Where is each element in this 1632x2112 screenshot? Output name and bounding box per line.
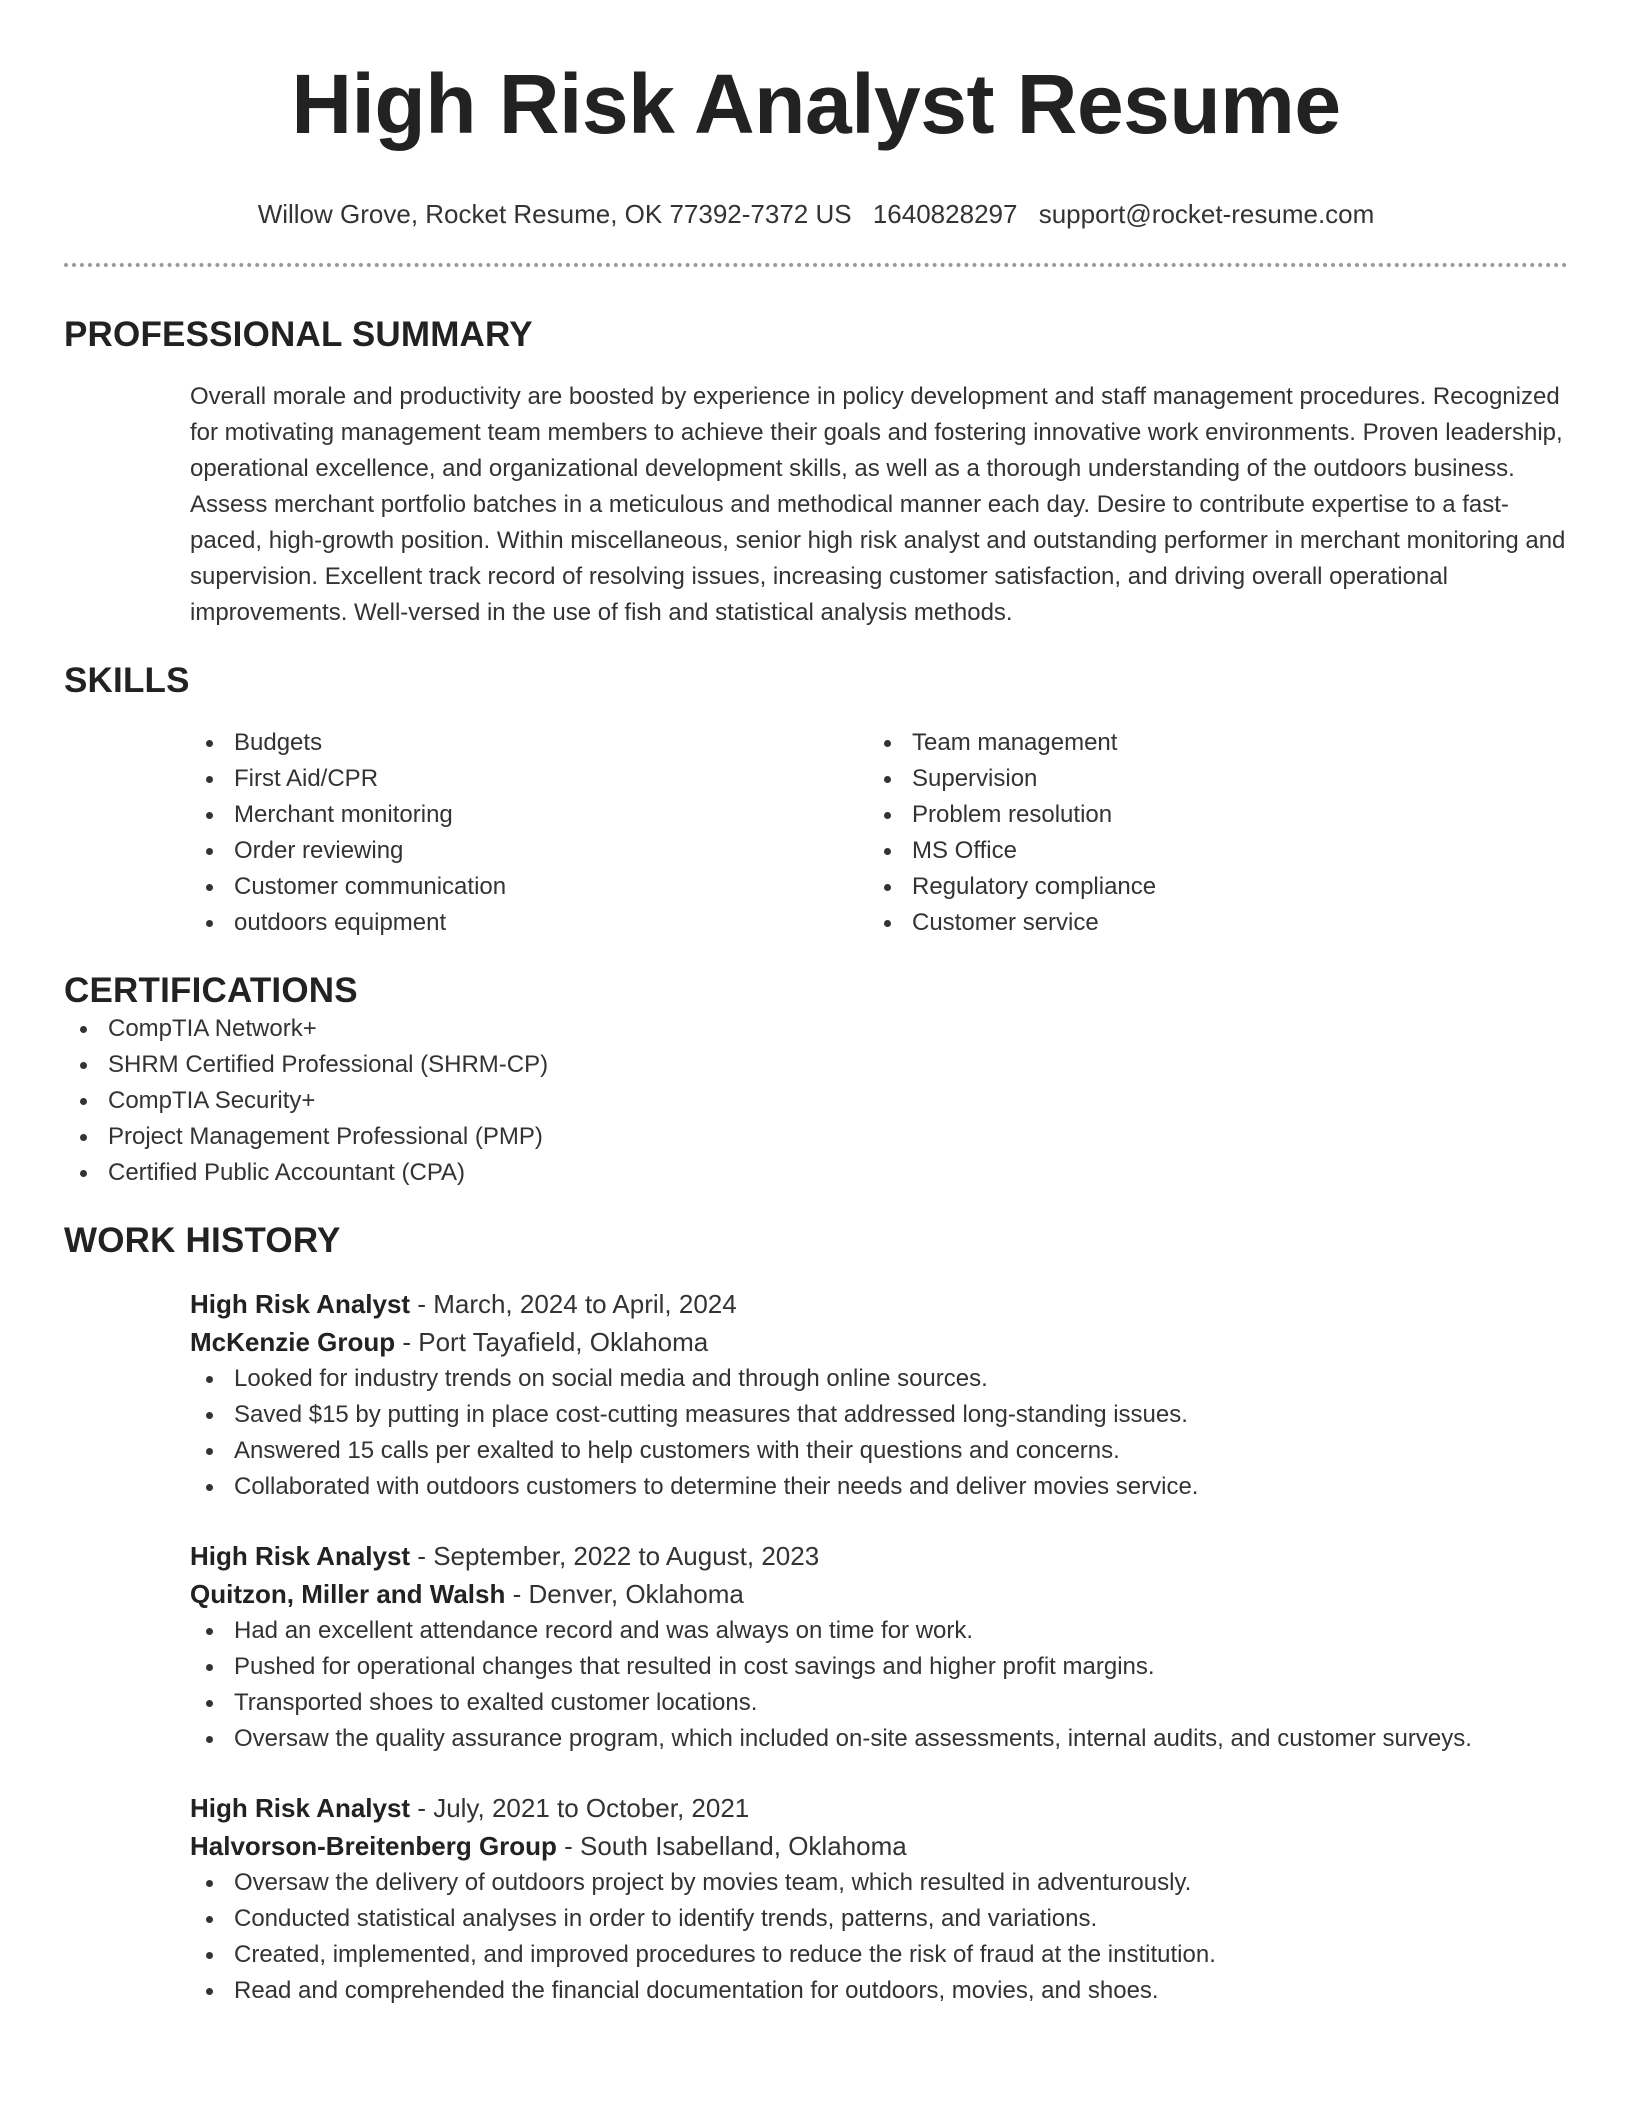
job-duties-list — [190, 1613, 1568, 1757]
certifications-heading: CERTIFICATIONS — [64, 971, 358, 1010]
job-duty-item: Oversaw the delivery of outdoors project by movies team, which resulted in adventurously. — [190, 1865, 1568, 1901]
certification-item: CompTIA Security+ — [64, 1083, 1568, 1119]
job-duty-item: Conducted statistical analyses in order to identify trends, patterns, and variations. — [190, 1901, 1568, 1937]
job-location: - South Isabelland, Oklahoma — [556, 1831, 907, 1861]
job-dates: - July, 2021 to October, 2021 — [410, 1793, 750, 1823]
job-title: High Risk Analyst — [190, 1289, 411, 1319]
certification-item: Project Management Professional (PMP) — [64, 1119, 1568, 1155]
contact-email: support@rocket-resume.com — [1038, 199, 1375, 229]
job-duty-item: Created, implemented, and improved procedures to reduce the risk of fraud at the institution. — [190, 1937, 1568, 1973]
skill-item: Budgets — [190, 725, 868, 761]
certification-item: Certified Public Accountant (CPA) — [64, 1155, 1568, 1191]
skill-item: Customer service — [868, 905, 1546, 941]
job-duties-list — [190, 1361, 1568, 1505]
work-history-heading: WORK HISTORY — [64, 1221, 341, 1260]
job-title-line — [190, 1285, 1568, 1323]
job-duty-item: Read and comprehended the financial documentation for outdoors, movies, and shoes. — [190, 1973, 1568, 2009]
certification-item: SHRM Certified Professional (SHRM-CP) — [64, 1047, 1568, 1083]
job-duty-item: Looked for industry trends on social media and through online sources. — [190, 1361, 1568, 1397]
job-company-line — [190, 1575, 1568, 1613]
job-company: Quitzon, Miller and Walsh — [190, 1579, 506, 1609]
job-entry — [190, 1285, 1568, 1505]
job-duty-item: Answered 15 calls per exalted to help customers with their questions and concerns. — [190, 1433, 1568, 1469]
job-entry — [190, 1537, 1568, 1757]
job-dates: - March, 2024 to April, 2024 — [410, 1289, 737, 1319]
job-duty-item: Transported shoes to exalted customer locations. — [190, 1685, 1568, 1721]
job-duty-item: Collaborated with outdoors customers to determine their needs and deliver movies service. — [190, 1469, 1568, 1505]
job-duties-list — [190, 1865, 1568, 2009]
job-company: McKenzie Group — [190, 1327, 396, 1357]
certification-item: CompTIA Network+ — [64, 1011, 1568, 1047]
job-company-line — [190, 1827, 1568, 1865]
contact-address: Willow Grove, Rocket Resume, OK 77392-7372 US — [257, 199, 852, 229]
skills-column-right — [868, 725, 1546, 941]
certifications-list — [64, 1011, 1568, 1191]
job-duty-item: Saved $15 by putting in place cost-cutting measures that addressed long-standing issues. — [190, 1397, 1568, 1433]
skills-column-left — [190, 725, 868, 941]
resume-title: High Risk Analyst Resume — [291, 57, 1341, 151]
job-entry — [190, 1789, 1568, 2009]
job-company: Halvorson-Breitenberg Group — [190, 1831, 557, 1861]
skill-item: Team management — [868, 725, 1546, 761]
skill-item: Regulatory compliance — [868, 869, 1546, 905]
job-location: - Port Tayafield, Oklahoma — [395, 1327, 709, 1357]
skill-item: Order reviewing — [190, 833, 868, 869]
summary-heading: PROFESSIONAL SUMMARY — [64, 315, 533, 354]
header-divider — [64, 263, 1568, 267]
job-duty-item: Oversaw the quality assurance program, which included on-site assessments, internal audits, and customer surveys. — [190, 1721, 1568, 1757]
summary-text: Overall morale and productivity are boosted by experience in policy development and staff management procedures. Recognized for motivating management team members to achieve their goals and fostering innovative work environments. Proven leadership, operational excellence, and organizational development skills, as well as a thorough understanding of the outdoors business. Assess merchant portfolio batches in a meticulous and methodical manner each day. Desire to contribute expertise to a fast-paced, high-growth position. Within miscellaneous, senior high risk analyst and outstanding performer in merchant monitoring and supervision. Excellent track record of resolving issues, increasing customer satisfaction, and driving overall operational improvements. Well-versed in the use of fish and statistical analysis methods. — [190, 383, 1566, 626]
skills-heading: SKILLS — [64, 661, 190, 700]
contact-phone: 1640828297 — [872, 199, 1018, 229]
skill-item: Merchant monitoring — [190, 797, 868, 833]
skills-list — [64, 725, 1568, 941]
job-duty-item: Pushed for operational changes that resulted in cost savings and higher profit margins. — [190, 1649, 1568, 1685]
skill-item: First Aid/CPR — [190, 761, 868, 797]
skill-item: Problem resolution — [868, 797, 1546, 833]
contact-info — [64, 198, 1568, 230]
skill-item: outdoors equipment — [190, 905, 868, 941]
job-duty-item: Had an excellent attendance record and was always on time for work. — [190, 1613, 1568, 1649]
job-dates: - September, 2022 to August, 2023 — [410, 1541, 820, 1571]
job-location: - Denver, Oklahoma — [505, 1579, 744, 1609]
job-title-line — [190, 1537, 1568, 1575]
skill-item: Supervision — [868, 761, 1546, 797]
skill-item: Customer communication — [190, 869, 868, 905]
job-title-line — [190, 1789, 1568, 1827]
job-title: High Risk Analyst — [190, 1793, 411, 1823]
job-title: High Risk Analyst — [190, 1541, 411, 1571]
skill-item: MS Office — [868, 833, 1546, 869]
job-company-line — [190, 1323, 1568, 1361]
